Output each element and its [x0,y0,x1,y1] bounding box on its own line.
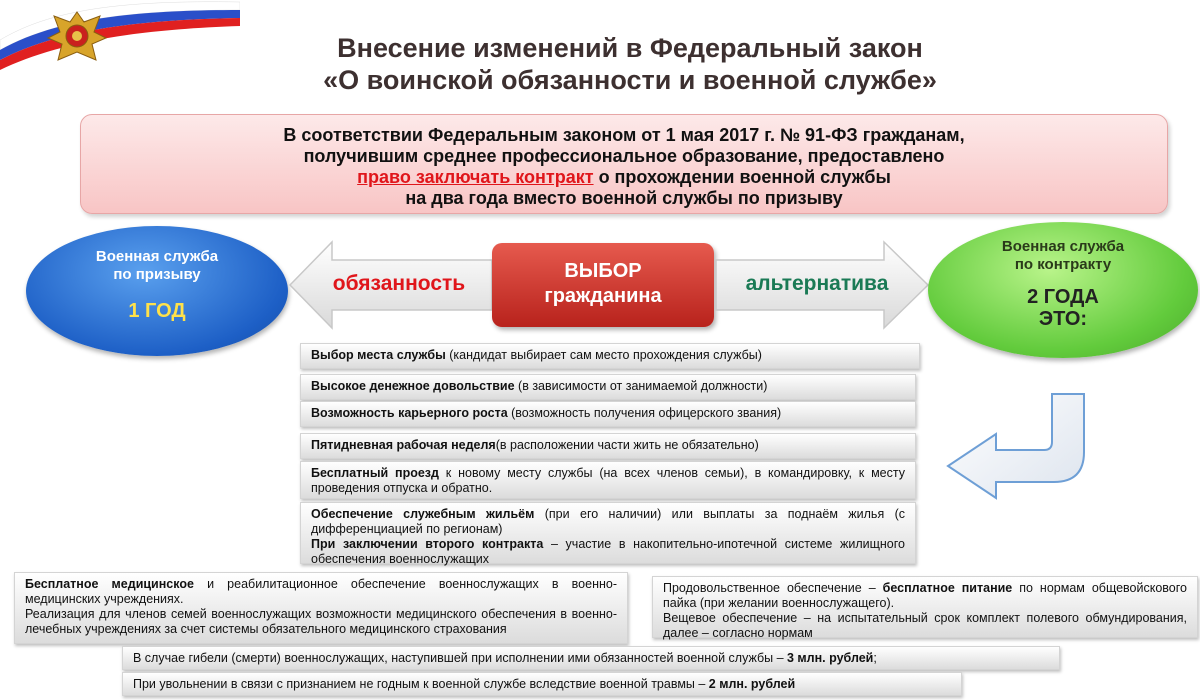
payout-injury-amount: 2 млн. рублей [708,677,796,691]
benefit-text: к новому месту службы (на всех членов семьи), в командировку, к месту проведения отпуска и обратно. [311,466,905,495]
intro-box [80,114,1168,214]
payout-injury-bar [122,672,962,696]
benefit-text-2: – участие в накопительно-ипотечной системе жилищного обеспечения военнослужащих [311,537,905,566]
benefit-text: (в зависимости от занимаемой должности) [514,379,768,393]
benefit-text: (при его наличии) или выплаты за поднаём жилья (с дифференциацией по регионам) [311,507,905,536]
duty-label: обязанность [332,272,466,295]
army-emblem-icon [44,4,110,70]
benefit-item [300,343,920,369]
medical-text-2: Реализация для членов семей военнослужащих возможности медицинского обеспечения в военно-лечебных учреждениях за счет системы обязательного медицинского страхования [25,607,617,636]
medical-text: и реабилитационное обеспечение военнослужащих в военно-медицинских учреждениях. [25,577,618,606]
clothing-text: Вещевое обеспечение – на испытательный срок комплект полевого обмундирования, далее – согласно нормам [663,611,1187,640]
benefit-title: Пятидневная рабочая неделя [311,438,496,452]
conscription-circle [26,226,288,356]
benefit-text: (в расположении части жить не обязательно) [495,438,759,452]
contract-label-1: Военная служба [1001,238,1125,255]
title-line-2: «О воинской обязанности и военной службе» [323,65,937,95]
food-box [652,576,1198,638]
benefit-title: Высокое денежное довольствие [311,379,515,393]
intro-line-2: получившим среднее профессиональное образование, предоставлено [303,146,945,166]
benefit-item [300,401,916,427]
intro-line-1: В соответствии Федеральным законом от 1 мая 2017 г. № 91-ФЗ гражданам, [283,125,965,145]
benefit-title: Обеспечение служебным жильём [311,507,535,521]
food-prefix: Продовольственное обеспечение – [663,581,883,595]
benefit-item [300,461,916,499]
food-title: бесплатное питание [882,581,1013,595]
title-line-1: Внесение изменений в Федеральный закон [337,33,923,63]
payout-death-bar [122,646,1060,670]
conscription-term: 1 ГОД [128,300,186,322]
payout-injury-text: При увольнении в связи с признанием не годным к военной службе вследствие военной травмы – [133,677,709,691]
benefit-item [300,433,916,459]
intro-line-3 [81,167,1167,188]
benefit-title: Выбор места службы [311,348,446,362]
payout-death-text: В случае гибели (смерти) военнослужащих, наступившей при исполнении ими обязанностей военной службы – [133,651,787,665]
page-title [200,32,1060,96]
citizen-choice-box [492,243,714,327]
payout-death-end: ; [873,651,877,665]
intro-line-4: на два года вместо военной службы по призыву [405,188,843,208]
contract-term: 2 ГОДА [1027,286,1099,308]
contract-this-is: ЭТО: [1038,308,1088,330]
benefit-text: (возможность получения офицерского звания) [507,406,782,420]
medical-title: Бесплатное медицинское [25,577,194,591]
intro-line-3-rest: о прохождении военной службы [593,167,891,187]
benefit-title: Возможность карьерного роста [311,406,508,420]
intro-red-text: право заключать контракт [357,167,594,187]
food-text: по нормам общевойскового пайка (при желании военнослужащего). [663,581,1187,610]
benefit-item [300,502,916,564]
conscription-label-1: Военная служба [95,248,219,265]
medical-box [14,572,628,644]
payout-death-amount: 3 млн. рублей [787,651,874,665]
benefit-text: (кандидат выбирает сам место прохождения службы) [445,348,762,362]
conscription-label-2: по призыву [113,266,201,283]
benefit-item [300,374,916,400]
choice-line-1: ВЫБОР [564,260,642,282]
contract-circle [928,222,1198,358]
benefit-title: Бесплатный проезд [311,466,439,480]
contract-label-2: по контракту [1014,256,1112,273]
alternative-label: альтернатива [745,272,889,295]
choice-line-2: гражданина [544,285,662,307]
bent-arrow-icon [944,392,1094,502]
benefit-title-2: При заключении второго контракта [311,537,544,551]
